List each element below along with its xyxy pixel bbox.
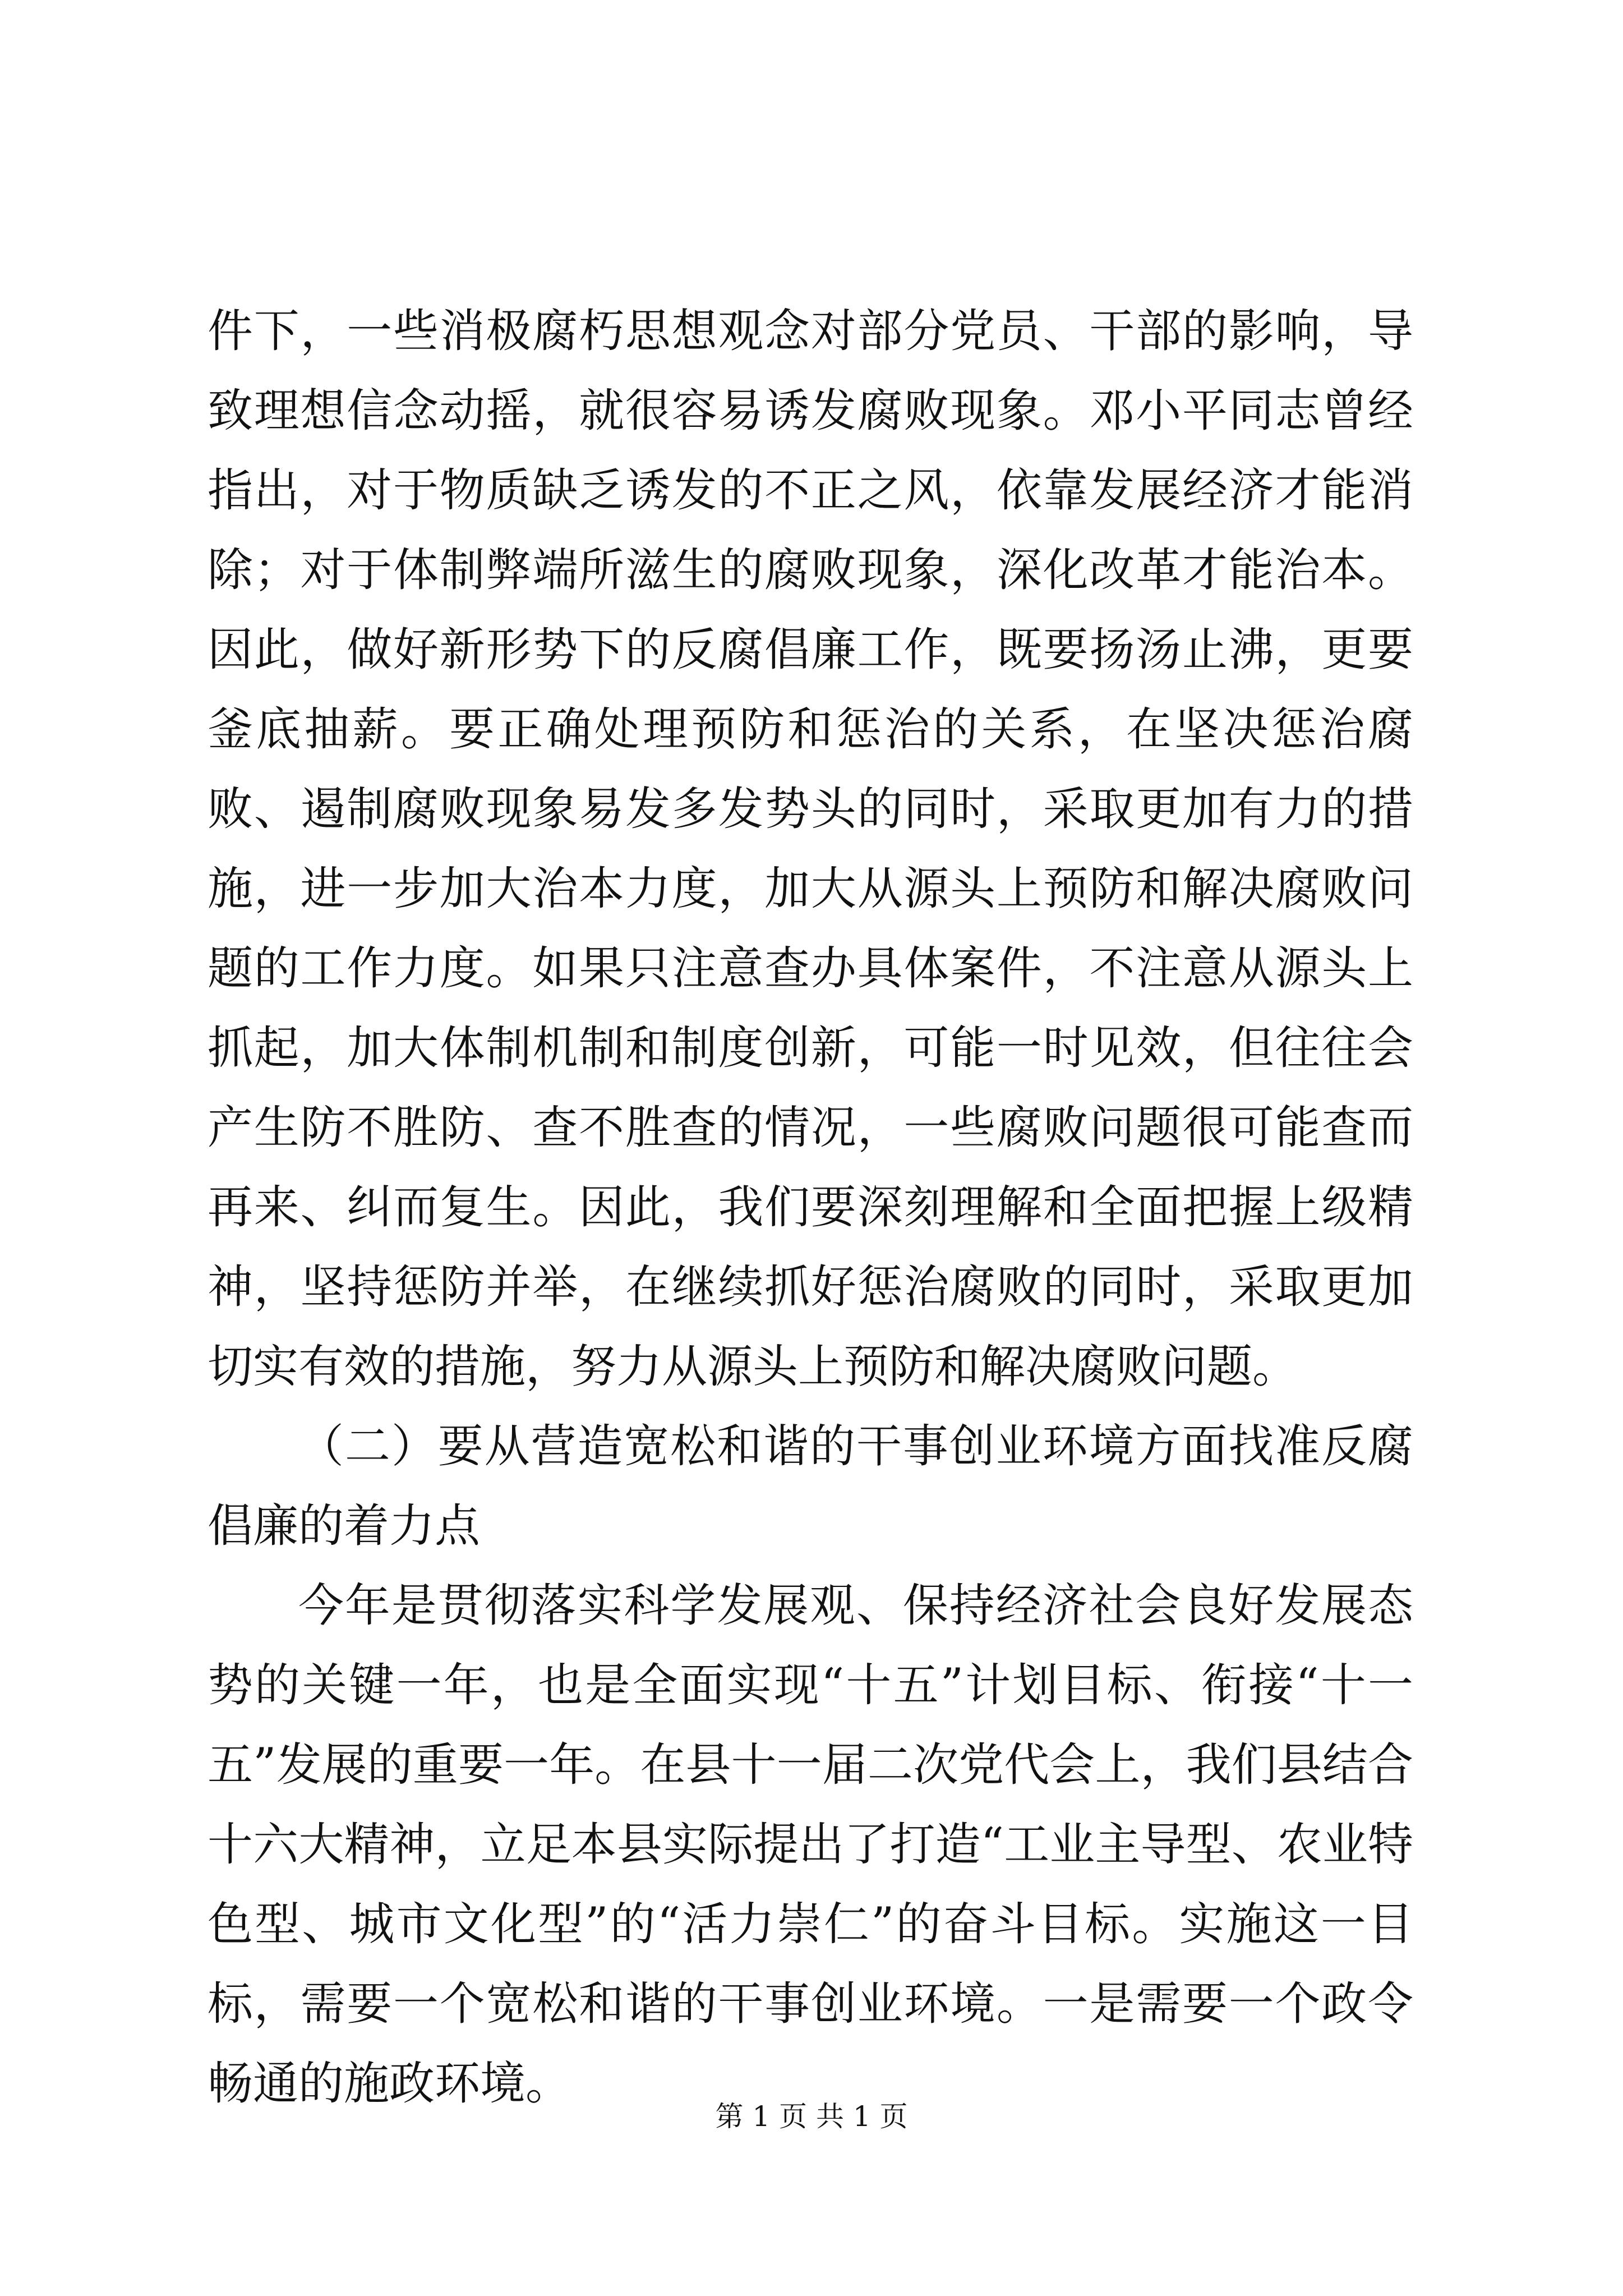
- body-paragraph-continuation: 件下，一些消极腐朽思想观念对部分党员、干部的影响，导致理想信念动摇，就很容易诱发腐败现象。邓小平同志曾经指出，对于物质缺乏诱发的不正之风，依靠发展经济才能消除；对于体制弊端所滋生的腐败现象，深化改革才能治本。因此，做好新形势下的反腐倡廉工作，既要扬汤止沸，更要釜底抽薪。要正确处理预防和惩治的关系，在坚决惩治腐败、遏制腐败现象易发多发势头的同时，采取更加有力的措施，进一步加大治本力度，加大从源头上预防和解决腐败问题的工作力度。如果只注意查办具体案件，不注意从源头上抓起，加大体制机制和制度创新，可能一时见效，但往往会产生防不胜防、查不胜查的情况，一些腐败问题很可能查而再来、纠而复生。因此，我们要深刻理解和全面把握上级精神，坚持惩防并举，在继续抓好惩治腐败的同时，采取更加切实有效的措施，努力从源头上预防和解决腐败问题。: [208, 305, 1413, 1393]
- document-body: [208, 292, 1413, 2124]
- body-paragraph: 今年是贯彻落实科学发展观、保持经济社会良好发展态势的关键一年，也是全面实现“十五”计划目标、衔接“十一五”发展的重要一年。在县十一届二次党代会上，我们县结合十六大精神，立足本县实际提出了打造“工业主导型、农业特色型、城市文化型”的“活力崇仁”的奋斗目标。实施这一目标，需要一个宽松和谐的干事创业环境。一是需要一个政令畅通的施政环境。: [208, 1580, 1413, 2110]
- section-heading: （二）要从营造宽松和谐的干事创业环境方面找准反腐倡廉的着力点: [208, 1420, 1413, 1553]
- page-footer: 第 1 页 共 1 页: [715, 2100, 908, 2133]
